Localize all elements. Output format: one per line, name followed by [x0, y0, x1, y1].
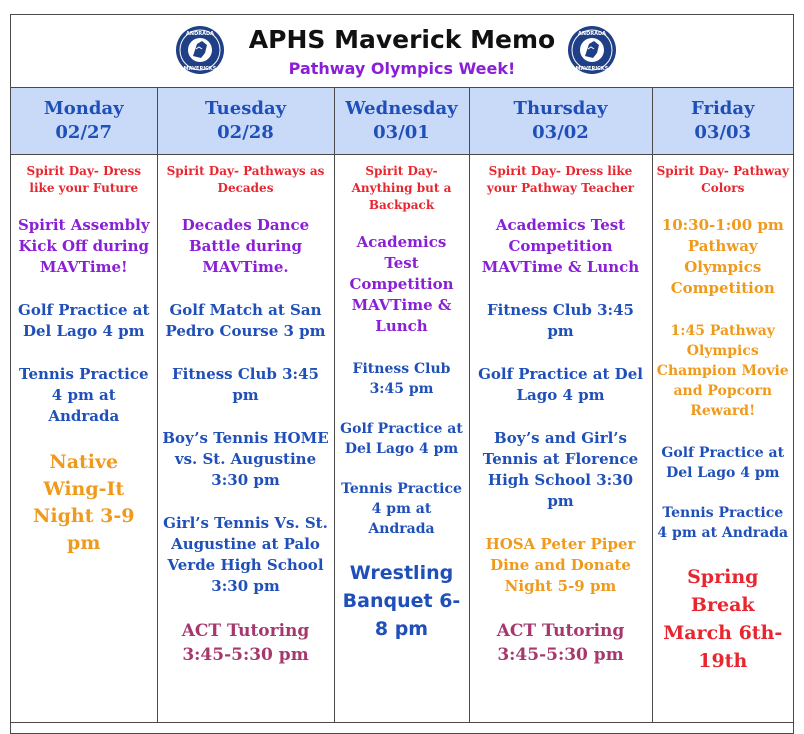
events-monday — [11, 155, 157, 723]
logo-text-top: ANDRADA — [578, 31, 606, 37]
spirit-day-text: Spirit Day- Pathways as Decades — [166, 164, 325, 195]
event-item: Fitness Club 3:45 pm — [352, 361, 451, 397]
event-item: Fitness Club 3:45 pm — [487, 301, 634, 340]
day-header-thursday — [469, 88, 652, 155]
event-item: Golf Practice at Del Lago 4 pm — [18, 301, 150, 340]
day-date: 03/01 — [373, 122, 430, 143]
day-name: Friday — [691, 98, 755, 119]
event-item: Academics Test Competition MAVTime & Lunch — [481, 216, 640, 276]
event-item: Native Wing-It Night 3-9 pm — [33, 451, 135, 554]
day-name: Thursday — [513, 98, 608, 119]
event-item: Fitness Club 3:45 pm — [172, 365, 319, 404]
spirit-day-text: Spirit Day- Dress like your Future — [26, 164, 141, 195]
event-item: Tennis Practice 4 pm at Andrada — [19, 365, 149, 425]
spirit-day-text: Spirit Day- Anything but a Backpack — [351, 164, 452, 212]
memo-header — [11, 15, 793, 88]
logo-text-bottom: MAVERICKS — [183, 66, 217, 72]
logo-text-bottom: MAVERICKS — [575, 66, 609, 72]
event-item: ACT Tutoring 3:45-5:30 pm — [496, 621, 625, 665]
memo-sheet — [10, 14, 794, 734]
memo-subtitle: Pathway Olympics Week! — [288, 59, 516, 78]
events-tuesday — [157, 155, 334, 723]
event-item: 10:30-1:00 pm Pathway Olympics Competition — [661, 216, 784, 297]
event-item: ACT Tutoring 3:45-5:30 pm — [181, 621, 310, 665]
event-item: Academics Test Competition MAVTime & Lunch — [349, 233, 454, 335]
day-name: Tuesday — [204, 98, 287, 119]
day-name: Wednesday — [345, 98, 458, 119]
day-date: 03/03 — [694, 122, 752, 143]
event-item: Tennis Practice 4 pm at Andrada — [657, 505, 789, 541]
day-date: 02/27 — [55, 122, 113, 143]
memo-title: APHS Maverick Memo — [248, 25, 556, 54]
event-item: Wrestling Banquet 6-8 pm — [342, 562, 461, 640]
event-item: Golf Practice at Del Lago 4 pm — [340, 421, 463, 457]
logo-text-top: ANDRADA — [186, 31, 214, 37]
day-header-row — [11, 88, 793, 155]
maverick-logo-icon — [567, 25, 617, 75]
events-thursday — [469, 155, 652, 723]
event-item: Girl’s Tennis Vs. St. Augustine at Palo Verde High School 3:30 pm — [163, 514, 328, 595]
day-date: 02/28 — [217, 122, 274, 143]
day-header-tuesday — [157, 88, 334, 155]
event-item: Golf Match at San Pedro Course 3 pm — [165, 301, 326, 340]
events-friday — [652, 155, 793, 723]
event-item: Decades Dance Battle during MAVTime. — [181, 216, 310, 276]
spirit-day-text: Spirit Day- Pathway Colors — [656, 164, 789, 195]
day-name: Monday — [43, 98, 124, 119]
event-item: Spring Break March 6th-19th — [663, 566, 783, 672]
event-item: Golf Practice at Del Lago 4 pm — [661, 445, 785, 481]
day-header-friday — [652, 88, 793, 155]
day-events-row — [11, 155, 793, 723]
event-item: Boy’s Tennis HOME vs. St. Augustine 3:30 pm — [162, 429, 329, 489]
day-header-wednesday — [334, 88, 469, 155]
weekly-schedule-table — [11, 87, 793, 723]
day-date: 03/02 — [532, 122, 589, 143]
event-item: Spirit Assembly Kick Off during MAVTime! — [17, 216, 150, 276]
day-header-monday — [11, 88, 157, 155]
events-wednesday — [334, 155, 469, 723]
event-item: Golf Practice at Del Lago 4 pm — [478, 365, 643, 404]
spirit-day-text: Spirit Day- Dress like your Pathway Teacher — [486, 164, 635, 195]
event-item: Tennis Practice 4 pm at Andrada — [341, 481, 462, 537]
event-item: HOSA Peter Piper Dine and Donate Night 5-9 pm — [485, 535, 636, 595]
event-item: Boy’s and Girl’s Tennis at Florence High School 3:30 pm — [482, 429, 639, 510]
event-item: 1:45 Pathway Olympics Champion Movie and Popcorn Reward! — [656, 323, 789, 419]
